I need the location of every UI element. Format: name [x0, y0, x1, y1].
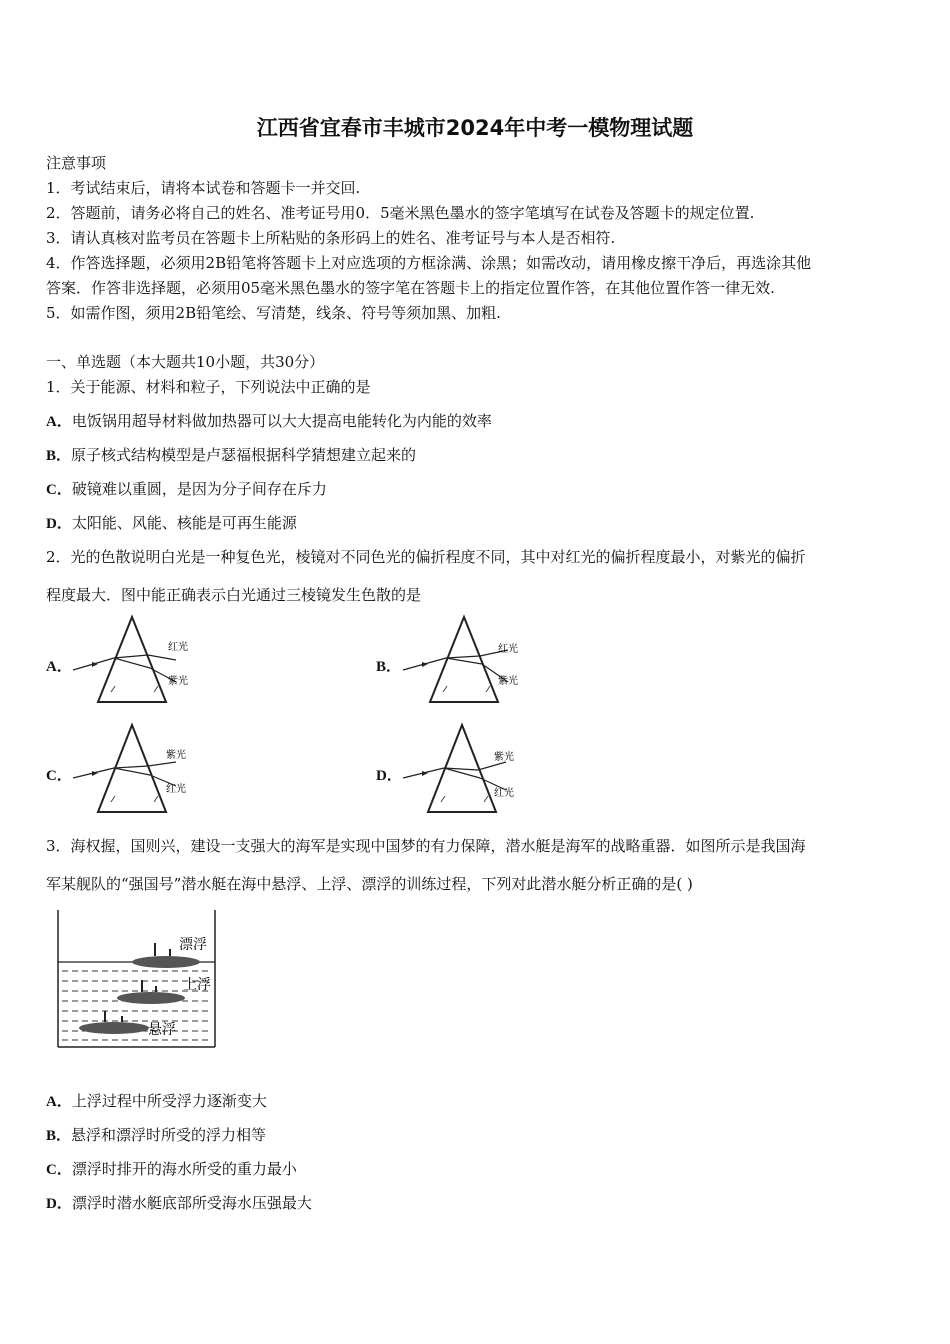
glass-mark: [484, 796, 488, 802]
notice-item: 1．考试结束后，请将本试卷和答题卡一并交回.: [46, 179, 361, 197]
option-text: 漂浮时排开的海水所受的重力最小: [71, 1160, 297, 1178]
option-letter: A．: [46, 1094, 72, 1110]
submarine-floating: [132, 956, 200, 968]
figure-c-letter: C．: [46, 768, 72, 784]
refracted-ray-top: [114, 766, 148, 768]
q1-stem: 1．关于能源、材料和粒子，下列说法中正确的是: [46, 378, 371, 396]
glass-mark: [486, 686, 490, 692]
option-letter: A．: [46, 414, 72, 430]
label-bottom: 紫光: [498, 676, 518, 687]
option-text: 破镜难以重圆，是因为分子间存在斥力: [71, 480, 327, 498]
page-title: 江西省宜春市丰城市2024年中考一模物理试题: [256, 116, 694, 140]
glass-mark: [441, 796, 445, 802]
option-letter: B．: [46, 1128, 72, 1144]
q1-option-d: [46, 512, 297, 533]
option-text: 电饭锅用超导材料做加热器可以大大提高电能转化为内能的效率: [71, 412, 492, 430]
label-bottom: 红光: [494, 788, 514, 799]
notice-item: 4．作答选择题，必须用2B铅笔将答题卡上对应选项的方框涂满、涂黑；如需改动，请用橡皮擦干净后，再选涂其他: [46, 254, 812, 272]
q1-option-a: [46, 410, 492, 431]
option-letter: D．: [46, 1196, 72, 1212]
glass-mark: [111, 686, 115, 692]
option-letter: D．: [46, 516, 72, 532]
figure-d-letter: D．: [376, 768, 402, 784]
option-text: 悬浮和漂浮时所受的浮力相等: [71, 1126, 267, 1144]
q2-stem-line2: 程度最大．图中能正确表示白光通过三棱镜发生色散的是: [46, 586, 422, 604]
option-text: 上浮过程中所受浮力逐渐变大: [71, 1092, 267, 1110]
submarine-suspended: [79, 1022, 149, 1034]
q3-option-d: [46, 1192, 312, 1213]
label-top: 红光: [168, 642, 188, 653]
prism-figure-a: [68, 612, 198, 707]
q2-stem-line1: 2．光的色散说明白光是一种复色光，棱镜对不同色光的偏折程度不同，其中对红光的偏折程度最小，对紫光的偏折: [46, 548, 806, 566]
notice-item: 5．如需作图，须用2B铅笔绘、写清楚，线条、符号等须加黑、加粗.: [46, 304, 501, 322]
submarine-rising: [117, 992, 185, 1004]
refracted-ray-bottom: [446, 658, 482, 664]
notice-item: 3．请认真核对监考员在答题卡上所粘贴的条形码上的姓名、准考证号与本人是否相符.: [46, 229, 616, 247]
submarine-figure: [50, 905, 222, 1050]
label-suspend: 悬浮: [148, 1022, 176, 1038]
prism-figure-d: [398, 720, 528, 818]
glass-mark: [154, 686, 158, 692]
option-letter: C．: [46, 1162, 72, 1178]
option-letter: C．: [46, 482, 72, 498]
label-top: 紫光: [166, 750, 186, 761]
label-bottom: 紫光: [168, 676, 188, 687]
refracted-ray-bottom: [114, 768, 150, 775]
q3-stem-line2: 军某舰队的“强国号”潜水艇在海中悬浮、上浮、漂浮的训练过程，下列对此潜水艇分析正确的是( ): [46, 875, 693, 893]
notice-item: 2．答题前，请务必将自己的姓名、准考证号用0．5毫米黑色墨水的签字笔填写在试卷及答题卡的规定位置.: [46, 204, 755, 222]
q3-option-c: [46, 1158, 297, 1179]
option-text: 原子核式结构模型是卢瑟福根据科学猜想建立起来的: [71, 446, 417, 464]
glass-mark: [154, 796, 158, 802]
q3-stem-line1: 3．海权握，国则兴，建设一支强大的海军是实现中国梦的有力保障，潜水艇是海军的战略重器．如图所示是我国海: [46, 837, 806, 855]
prism-figure-b: [398, 612, 528, 707]
refracted-ray-top: [446, 656, 480, 658]
refracted-ray-top: [114, 655, 148, 658]
notice-heading: 注意事项: [46, 154, 107, 172]
option-letter: B．: [46, 448, 72, 464]
exit-ray-top: [148, 762, 176, 766]
q1-option-b: [46, 444, 416, 465]
figure-b-letter: B．: [376, 659, 402, 675]
exit-ray-top: [148, 655, 176, 660]
q1-option-c: [46, 478, 327, 499]
prism-figure-c: [68, 720, 198, 818]
label-top: 紫光: [494, 752, 514, 763]
q3-option-a: [46, 1090, 267, 1111]
figure-a-letter: A．: [46, 659, 72, 675]
notice-item: 答案．作答非选择题，必须用05毫米黑色墨水的签字笔在答题卡上的指定位置作答，在其他位置作答一律无效.: [46, 279, 775, 297]
label-top: 红光: [498, 644, 518, 655]
label-bottom: 红光: [166, 784, 186, 795]
glass-mark: [443, 686, 447, 692]
q3-option-b: [46, 1124, 266, 1145]
label-rise: 上浮: [183, 977, 211, 993]
section-heading: 一、单选题（本大题共10小题，共30分）: [46, 353, 325, 371]
exit-ray-top: [478, 762, 506, 770]
glass-mark: [111, 796, 115, 802]
option-text: 漂浮时潜水艇底部所受海水压强最大: [71, 1194, 312, 1212]
label-float: 漂浮: [179, 937, 207, 953]
option-text: 太阳能、风能、核能是可再生能源: [71, 514, 297, 532]
refracted-ray-bottom: [114, 658, 150, 668]
